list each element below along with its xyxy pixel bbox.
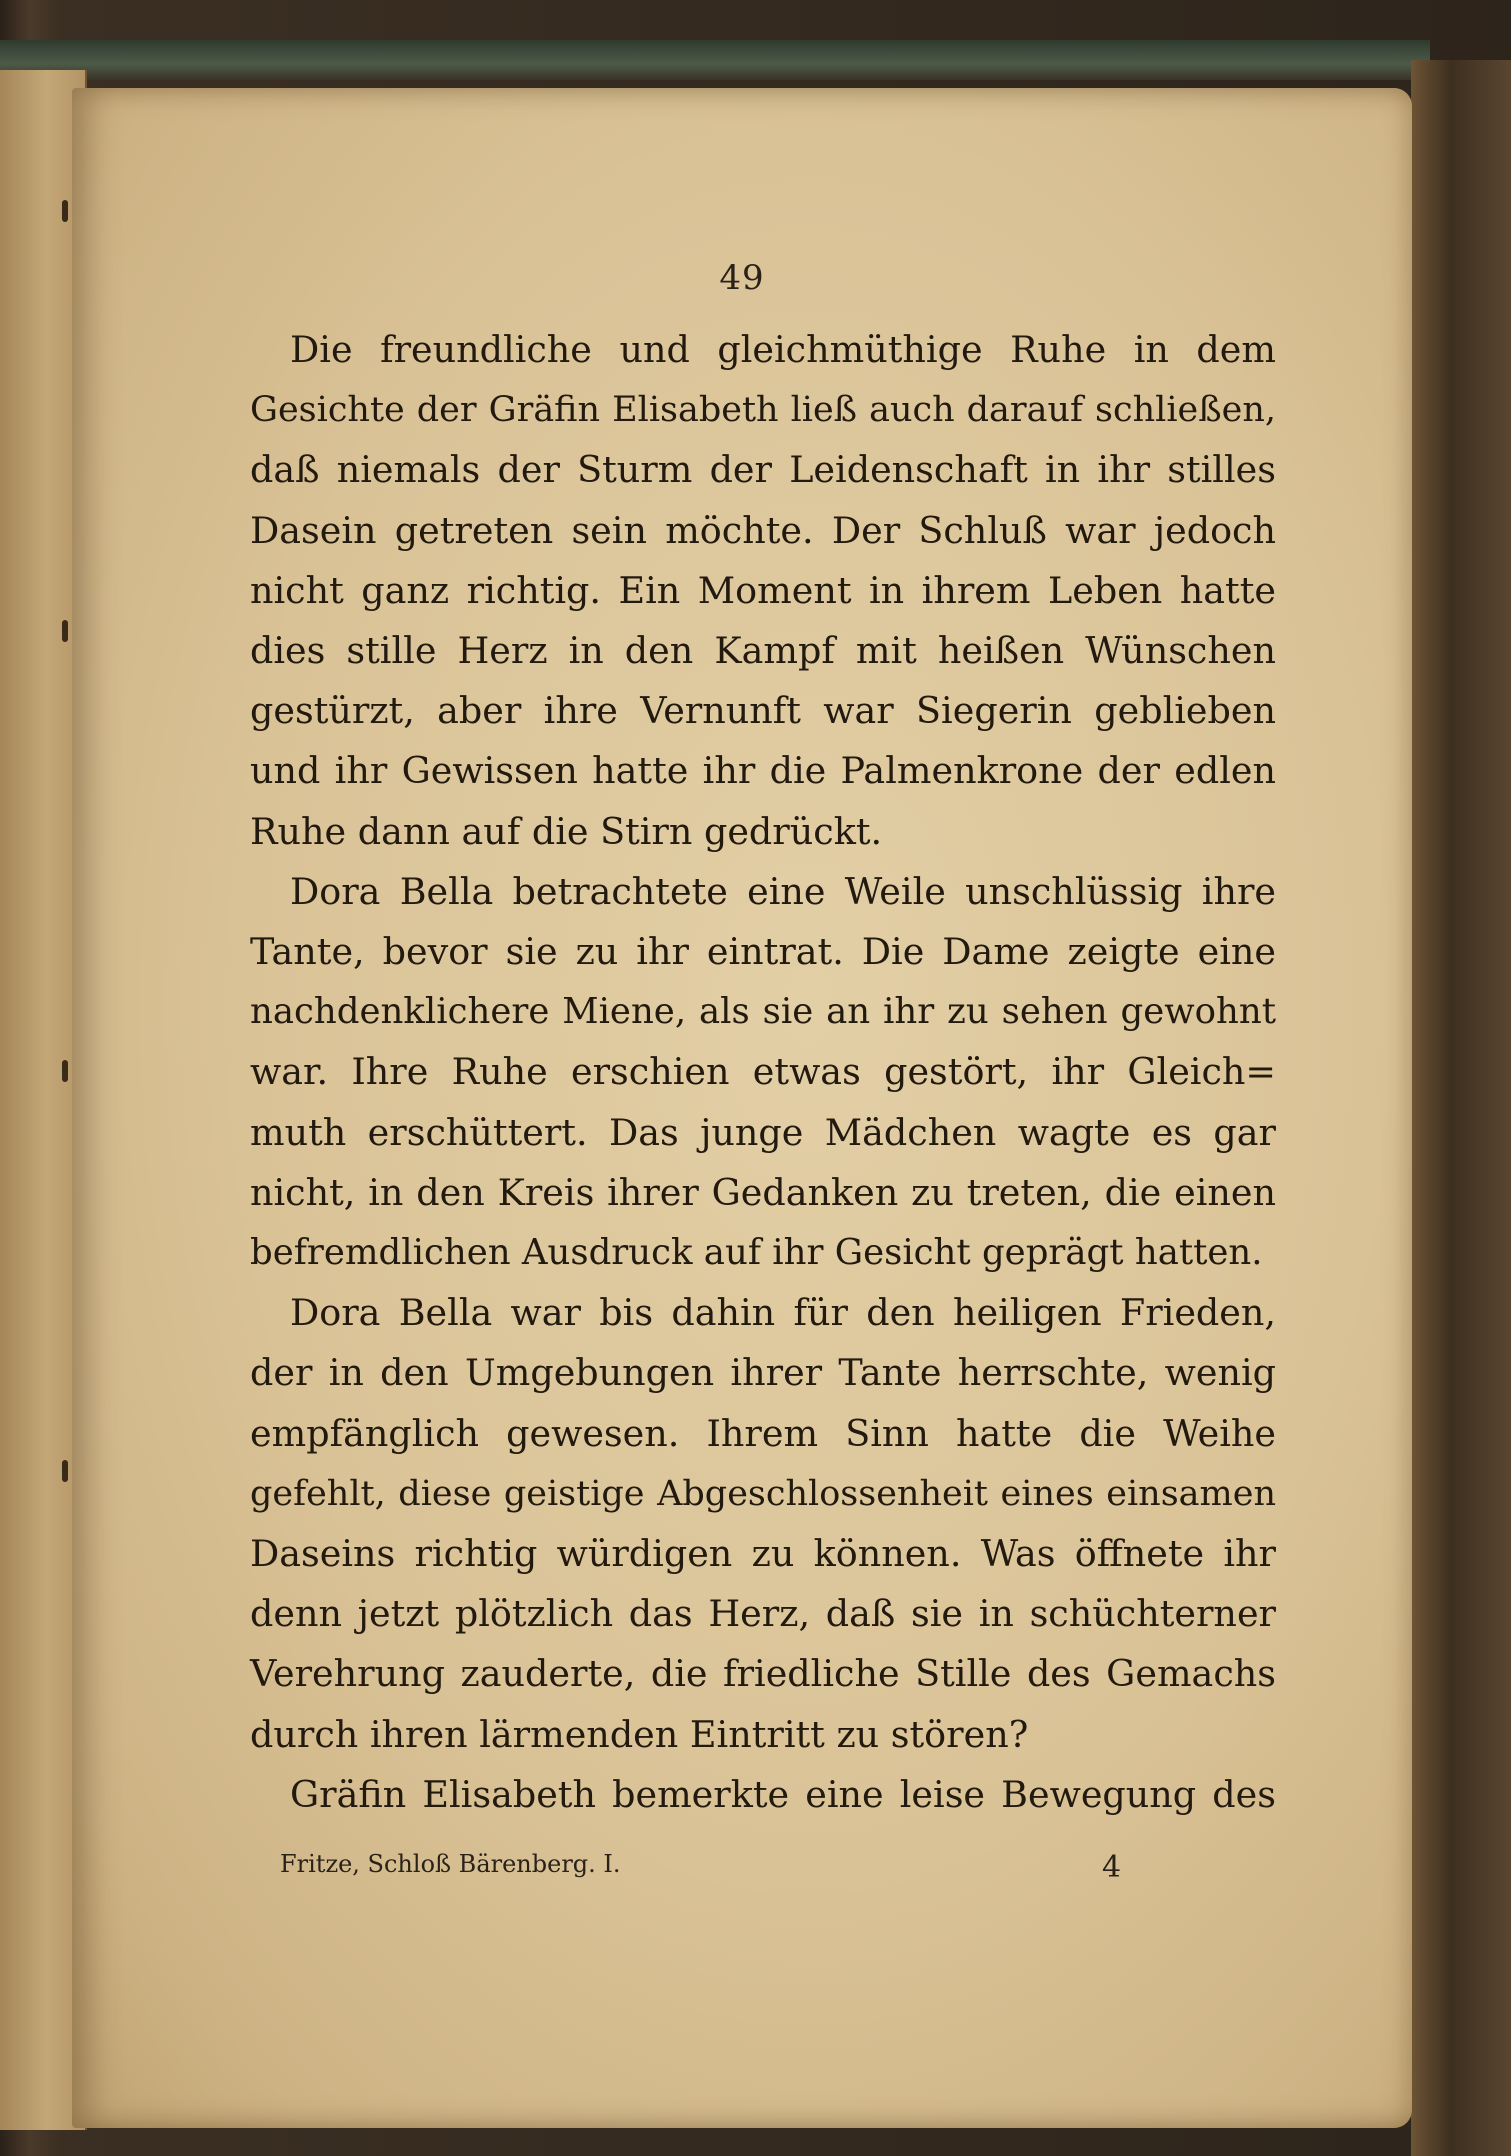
text-line: Daseins richtig würdigen zu können. Was öffnete ihr [250,1532,1276,1576]
text-line: Die freundliche und gleichmüthige Ruhe in dem [290,328,1276,371]
text-line: gestürzt, aber ihre Vernunft war Siegerin geblieben [250,689,1276,733]
text-line: nachdenklichere Miene, als sie an ihr zu sehen gewohnt [250,991,1276,1033]
book-page [72,88,1412,2128]
text-line: befremdlichen Ausdruck auf ihr Gesicht geprägt hatten. [250,1232,1263,1274]
text-line: nicht ganz richtig. Ein Moment in ihrem Leben hatte [250,568,1276,612]
binding-marks [62,200,76,1800]
signature-title: Fritze, Schloß Bärenberg. I. [280,1850,621,1878]
text-line: daß niemals der Sturm der Leidenschaft in ihr stilles [250,448,1276,492]
book-cover-top-edge [0,40,1430,80]
text-line: war. Ihre Ruhe erschien etwas gestört, ihr Gleich= [250,1050,1276,1094]
page-number: 49 [719,258,765,298]
text-line: Dora Bella war bis dahin für den heiligen Frieden, [290,1291,1276,1335]
text-line: Gesichte der Gräfin Elisabeth ließ auch darauf schließen, [250,390,1276,431]
text-line: dies stille Herz in den Kampf mit heißen Wünschen [250,629,1276,673]
text-line: gefehlt, diese geistige Abgeschlossenheit eines einsamen [250,1473,1276,1514]
text-line: und ihr Gewissen hatte ihr die Palmenkrone der edlen [250,749,1276,793]
text-line: Dasein getreten sein möchte. Der Schluß war jedoch [250,508,1276,552]
text-line: durch ihren lärmenden Eintritt zu stören? [250,1712,1029,1756]
text-line: Ruhe dann auf die Stirn gedrückt. [250,809,883,853]
text-line: Verehrung zauderte, die friedliche Stille des Gemachs [250,1652,1276,1696]
text-line: muth erschüttert. Das junge Mädchen wagte es gar [250,1110,1276,1154]
text-line: Tante, bevor sie zu ihr eintrat. Die Dame zeigte eine [250,930,1276,974]
text-line: denn jetzt plötzlich das Herz, daß sie in schüchterner [250,1592,1276,1636]
text-line: Gräfin Elisabeth bemerkte eine leise Bewegung des [290,1772,1276,1816]
text-line: nicht, in den Kreis ihrer Gedanken zu treten, die einen [250,1170,1276,1214]
text-line: der in den Umgebungen ihrer Tante herrschte, wenig [250,1351,1276,1395]
text-line: empfänglich gewesen. Ihrem Sinn hatte die Weihe [250,1411,1276,1455]
text-line: Dora Bella betrachtete eine Weile unschlüssig ihre [290,869,1276,913]
body-text [250,320,1276,1825]
signature-number: 4 [1102,1850,1122,1885]
book-cover-right-edge [1411,60,1511,2156]
